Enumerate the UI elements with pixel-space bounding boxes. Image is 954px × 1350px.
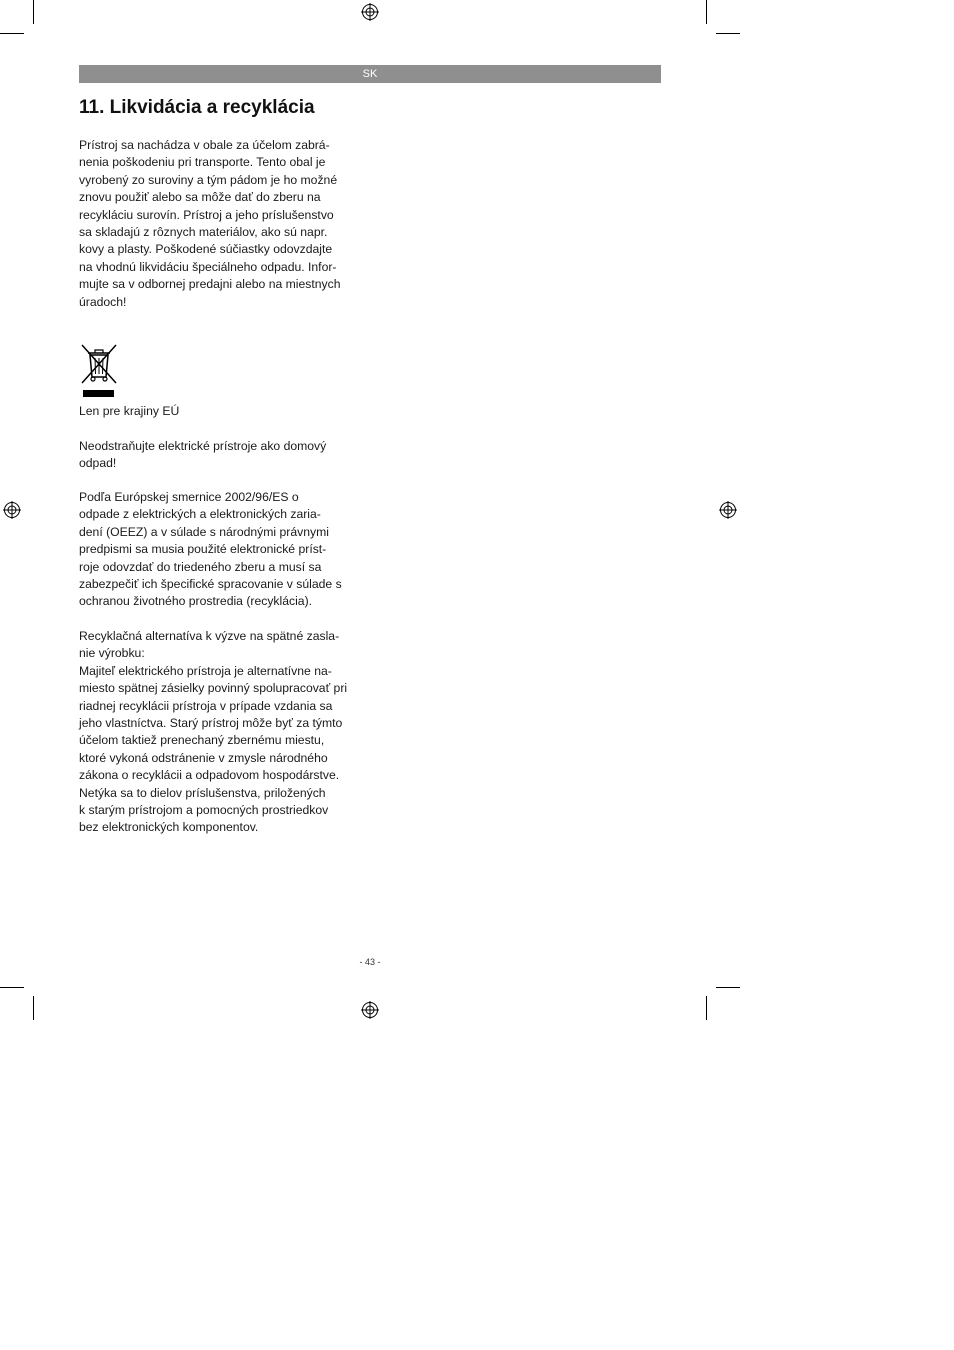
registration-mark-icon xyxy=(3,501,21,519)
crop-mark xyxy=(33,996,34,1020)
crop-mark xyxy=(716,987,740,988)
alternative-block xyxy=(79,628,361,837)
intro-paragraph-block xyxy=(79,137,361,311)
language-header-bar xyxy=(79,65,661,83)
alternative-paragraph: Recyklačná alternatíva k výzve na spätné zasla- nie výrobku: Majiteľ elektrického prístroja je alternatívne na- miesto spätnej zásielky povinný spolupracovať pri riadnej recyklácii prístroja v prípade vzdania sa jeho vlastníctva. Starý prístroj môže byť za týmto účelom taktiež prenechaný zbernému miestu, ktoré vykoná odstránenie v zmysle národného zákona o recyklácii a odpadovom hospodárstve. Netýka sa to dielov príslušenstva, priložených k starým prístrojom a pomocných prostriedkov bez elektronických komponentov. xyxy=(79,629,348,835)
crop-mark xyxy=(0,33,24,34)
section-title: 11. Likvidácia a recyklácia xyxy=(79,97,315,118)
language-label: SK xyxy=(362,68,378,80)
registration-mark-icon xyxy=(361,1001,379,1019)
registration-mark-icon xyxy=(719,501,737,519)
crossed-out-wheelie-bin-icon xyxy=(80,343,118,399)
crop-mark xyxy=(706,996,707,1020)
crop-mark xyxy=(33,0,34,24)
registration-mark-icon xyxy=(361,3,379,21)
page-number: - 43 - xyxy=(359,957,381,967)
directive-paragraph: Podľa Európskej smernice 2002/96/ES o odpade z elektrických a elektronických zaria- dení (OEEZ) a v súlade s národnými právnymi predpismi sa musia použité elektronické príst- roje odovzdať do triedeného zberu a musí sa zabezpečiť ich špecifické spracovanie v súlade s ochranou životného prostredia (recyklácia). xyxy=(79,490,342,609)
crop-mark xyxy=(706,0,707,24)
intro-paragraph: Prístroj sa nachádza v obale za účelom zabrá- nenia poškodeniu pri transporte. Tento obal je vyrobený zo suroviny a tým pádom je ho možné znovu použiť alebo sa môže dať do zberu na recykláciu surovín. Prístroj a jeho príslušenstvo sa skladajú z rôznych materiálov, ako sú napr. kovy a plasty. Poškodené súčiastky odovzdajte na vhodnú likvidáciu špeciálneho odpadu. Infor- mujte sa v odbornej predajni alebo na miestnych úradoch! xyxy=(79,138,341,309)
crop-mark xyxy=(716,33,740,34)
crop-mark xyxy=(0,987,24,988)
warning-block xyxy=(79,438,361,473)
directive-block xyxy=(79,489,361,611)
warning-paragraph: Neodstraňujte elektrické prístroje ako domový odpad! xyxy=(79,439,327,471)
eu-only-block xyxy=(79,403,361,420)
eu-only-label: Len pre krajiny EÚ xyxy=(79,404,180,418)
